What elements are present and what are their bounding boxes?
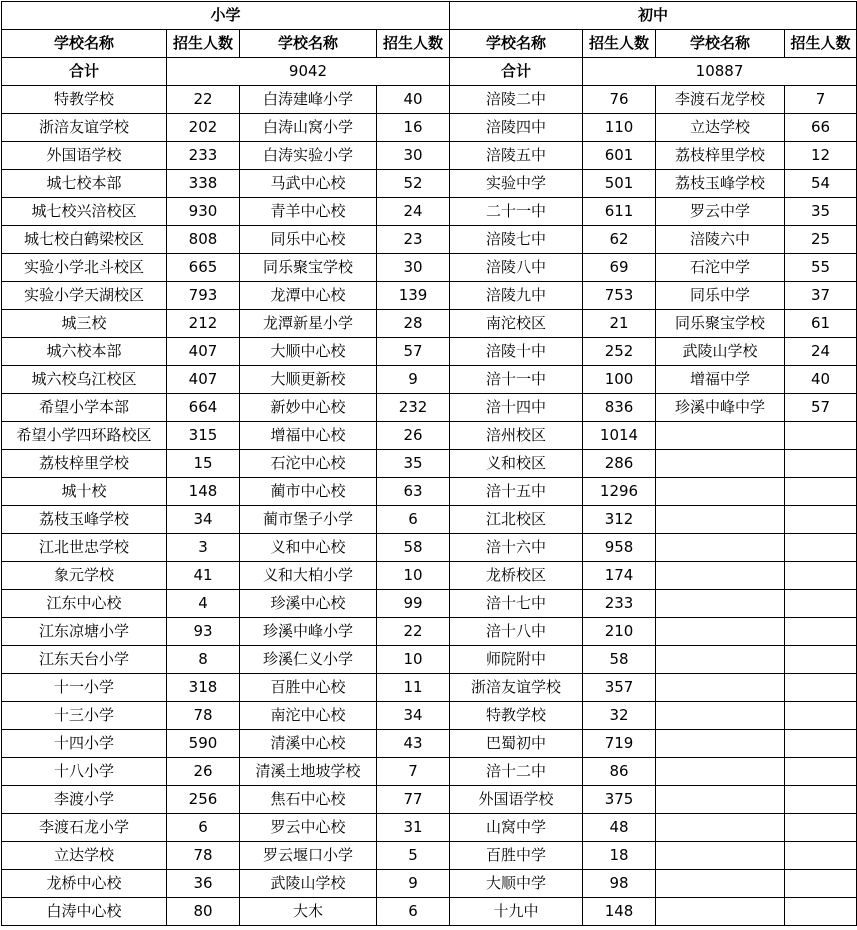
cell-school-name: [656, 590, 785, 618]
cell-enrollment: 9: [377, 366, 450, 394]
cell-enrollment: [785, 590, 857, 618]
cell-enrollment: 233: [167, 142, 240, 170]
table-row: [2, 114, 857, 142]
cell-school-name: 罗云堰口小学: [240, 842, 377, 870]
cell-enrollment: 233: [583, 590, 656, 618]
cell-enrollment: 7: [785, 86, 857, 114]
cell-enrollment: 78: [167, 842, 240, 870]
cell-school-name: 涪陵五中: [450, 142, 583, 170]
cell-enrollment: 58: [583, 646, 656, 674]
table-row: [2, 590, 857, 618]
cell-enrollment: [785, 646, 857, 674]
cell-school-name: 清溪土地坡学校: [240, 758, 377, 786]
cell-school-name: 江北校区: [450, 506, 583, 534]
cell-school-name: 二十一中: [450, 198, 583, 226]
totals-row: [2, 58, 857, 86]
cell-school-name: [656, 478, 785, 506]
cell-school-name: 外国语学校: [450, 786, 583, 814]
cell-enrollment: 318: [167, 674, 240, 702]
table-row: [2, 478, 857, 506]
cell-school-name: 十四小学: [2, 730, 167, 758]
totals-label-primary: 合计: [2, 58, 167, 86]
cell-school-name: 江东凉塘小学: [2, 618, 167, 646]
cell-school-name: 荔枝玉峰学校: [2, 506, 167, 534]
cell-enrollment: 110: [583, 114, 656, 142]
cell-enrollment: 34: [167, 506, 240, 534]
cell-enrollment: 4: [167, 590, 240, 618]
header-enrollment: 招生人数: [377, 30, 450, 58]
cell-school-name: 城六校本部: [2, 338, 167, 366]
cell-enrollment: 286: [583, 450, 656, 478]
cell-school-name: 珍溪仁义小学: [240, 646, 377, 674]
cell-enrollment: 8: [167, 646, 240, 674]
cell-school-name: 立达学校: [2, 842, 167, 870]
cell-school-name: 城三校: [2, 310, 167, 338]
cell-enrollment: 41: [167, 562, 240, 590]
cell-enrollment: [785, 562, 857, 590]
table-row: [2, 142, 857, 170]
cell-enrollment: 61: [785, 310, 857, 338]
cell-enrollment: 6: [167, 814, 240, 842]
cell-school-name: 立达学校: [656, 114, 785, 142]
cell-enrollment: 664: [167, 394, 240, 422]
section-primary: 小学: [2, 2, 450, 30]
cell-school-name: 武陵山学校: [656, 338, 785, 366]
cell-school-name: 武陵山学校: [240, 870, 377, 898]
cell-enrollment: 6: [377, 898, 450, 926]
table-row: [2, 534, 857, 562]
cell-school-name: [656, 646, 785, 674]
table-row: [2, 898, 857, 926]
cell-school-name: 涪陵六中: [656, 226, 785, 254]
cell-school-name: 白涛中心校: [2, 898, 167, 926]
junior-total: 10887: [583, 58, 857, 86]
primary-total: 9042: [167, 58, 450, 86]
cell-enrollment: 63: [377, 478, 450, 506]
cell-school-name: 涪十六中: [450, 534, 583, 562]
table-row: [2, 338, 857, 366]
cell-school-name: 城七校本部: [2, 170, 167, 198]
cell-school-name: [656, 786, 785, 814]
cell-school-name: 石沱中心校: [240, 450, 377, 478]
cell-school-name: 大木: [240, 898, 377, 926]
cell-school-name: 涪陵二中: [450, 86, 583, 114]
cell-enrollment: 375: [583, 786, 656, 814]
header-school-name: 学校名称: [450, 30, 583, 58]
table-row: [2, 394, 857, 422]
table-row: [2, 422, 857, 450]
cell-school-name: [656, 618, 785, 646]
enrollment-table: [1, 1, 857, 926]
header-enrollment: 招生人数: [583, 30, 656, 58]
cell-school-name: [656, 758, 785, 786]
cell-enrollment: 232: [377, 394, 450, 422]
cell-school-name: 特教学校: [2, 86, 167, 114]
cell-enrollment: [785, 730, 857, 758]
cell-enrollment: 77: [377, 786, 450, 814]
cell-enrollment: 54: [785, 170, 857, 198]
cell-school-name: 涪十四中: [450, 394, 583, 422]
table-row: [2, 366, 857, 394]
cell-enrollment: 100: [583, 366, 656, 394]
cell-school-name: [656, 534, 785, 562]
cell-enrollment: 930: [167, 198, 240, 226]
cell-school-name: 龙桥校区: [450, 562, 583, 590]
table-row: [2, 870, 857, 898]
cell-enrollment: 202: [167, 114, 240, 142]
cell-enrollment: [785, 450, 857, 478]
cell-enrollment: [785, 842, 857, 870]
cell-school-name: 象元学校: [2, 562, 167, 590]
cell-school-name: 珍溪中峰中学: [656, 394, 785, 422]
cell-enrollment: 55: [785, 254, 857, 282]
cell-enrollment: [785, 814, 857, 842]
cell-enrollment: [785, 618, 857, 646]
cell-school-name: 龙潭中心校: [240, 282, 377, 310]
table-row: [2, 310, 857, 338]
cell-enrollment: 78: [167, 702, 240, 730]
cell-school-name: 李渡小学: [2, 786, 167, 814]
cell-enrollment: 611: [583, 198, 656, 226]
table-row: [2, 730, 857, 758]
cell-school-name: 青羊中心校: [240, 198, 377, 226]
cell-enrollment: 25: [785, 226, 857, 254]
cell-enrollment: 808: [167, 226, 240, 254]
cell-school-name: 同乐中心校: [240, 226, 377, 254]
cell-enrollment: 99: [377, 590, 450, 618]
cell-enrollment: 10: [377, 646, 450, 674]
cell-school-name: 南沱校区: [450, 310, 583, 338]
cell-school-name: 龙桥中心校: [2, 870, 167, 898]
cell-school-name: 十八小学: [2, 758, 167, 786]
cell-enrollment: 98: [583, 870, 656, 898]
cell-school-name: 浙涪友谊学校: [450, 674, 583, 702]
cell-enrollment: 174: [583, 562, 656, 590]
cell-school-name: 白涛山窝小学: [240, 114, 377, 142]
cell-school-name: 南沱中心校: [240, 702, 377, 730]
cell-school-name: [656, 562, 785, 590]
table-row: [2, 758, 857, 786]
cell-enrollment: 958: [583, 534, 656, 562]
table-row: [2, 702, 857, 730]
cell-enrollment: 5: [377, 842, 450, 870]
cell-school-name: 涪陵八中: [450, 254, 583, 282]
cell-school-name: 希望小学本部: [2, 394, 167, 422]
cell-enrollment: 601: [583, 142, 656, 170]
cell-enrollment: 12: [785, 142, 857, 170]
cell-enrollment: 37: [785, 282, 857, 310]
column-header-row: [2, 30, 857, 58]
section-junior: 初中: [450, 2, 857, 30]
cell-enrollment: 22: [377, 618, 450, 646]
cell-enrollment: 26: [167, 758, 240, 786]
cell-school-name: 义和校区: [450, 450, 583, 478]
cell-school-name: [656, 674, 785, 702]
table-row: [2, 814, 857, 842]
cell-enrollment: 148: [167, 478, 240, 506]
cell-enrollment: 23: [377, 226, 450, 254]
cell-school-name: 同乐聚宝学校: [240, 254, 377, 282]
cell-enrollment: 18: [583, 842, 656, 870]
cell-school-name: 江北世忠学校: [2, 534, 167, 562]
cell-school-name: [656, 422, 785, 450]
cell-school-name: 涪陵四中: [450, 114, 583, 142]
cell-enrollment: 753: [583, 282, 656, 310]
cell-school-name: [656, 730, 785, 758]
cell-school-name: 实验小学北斗校区: [2, 254, 167, 282]
cell-enrollment: 36: [167, 870, 240, 898]
table-row: [2, 170, 857, 198]
cell-enrollment: 256: [167, 786, 240, 814]
cell-enrollment: 52: [377, 170, 450, 198]
table-row: [2, 786, 857, 814]
cell-enrollment: 590: [167, 730, 240, 758]
cell-enrollment: 6: [377, 506, 450, 534]
cell-school-name: 石沱中学: [656, 254, 785, 282]
cell-school-name: [656, 702, 785, 730]
cell-school-name: 义和中心校: [240, 534, 377, 562]
cell-enrollment: [785, 702, 857, 730]
cell-school-name: 浙涪友谊学校: [2, 114, 167, 142]
header-enrollment: 招生人数: [167, 30, 240, 58]
cell-enrollment: 11: [377, 674, 450, 702]
cell-enrollment: [785, 674, 857, 702]
header-school-name: 学校名称: [240, 30, 377, 58]
cell-school-name: 白涛实验小学: [240, 142, 377, 170]
cell-school-name: 江东中心校: [2, 590, 167, 618]
cell-school-name: 实验小学天湖校区: [2, 282, 167, 310]
cell-school-name: 白涛建峰小学: [240, 86, 377, 114]
table-body: [2, 86, 857, 926]
cell-school-name: 珍溪中峰小学: [240, 618, 377, 646]
cell-enrollment: [785, 898, 857, 926]
table-row: [2, 674, 857, 702]
cell-school-name: [656, 506, 785, 534]
cell-enrollment: 26: [377, 422, 450, 450]
cell-school-name: [656, 870, 785, 898]
cell-enrollment: 315: [167, 422, 240, 450]
cell-school-name: 巴蜀初中: [450, 730, 583, 758]
cell-school-name: 龙潭新星小学: [240, 310, 377, 338]
cell-enrollment: 28: [377, 310, 450, 338]
table-row: [2, 562, 857, 590]
cell-enrollment: 40: [377, 86, 450, 114]
totals-label-junior: 合计: [450, 58, 583, 86]
cell-school-name: 希望小学四环路校区: [2, 422, 167, 450]
cell-enrollment: 58: [377, 534, 450, 562]
cell-school-name: 同乐中学: [656, 282, 785, 310]
cell-enrollment: 40: [785, 366, 857, 394]
cell-enrollment: 35: [377, 450, 450, 478]
cell-school-name: 荔枝玉峰学校: [656, 170, 785, 198]
cell-enrollment: 22: [167, 86, 240, 114]
cell-enrollment: 407: [167, 366, 240, 394]
cell-enrollment: 34: [377, 702, 450, 730]
cell-school-name: 新妙中心校: [240, 394, 377, 422]
cell-enrollment: 210: [583, 618, 656, 646]
cell-enrollment: 719: [583, 730, 656, 758]
cell-enrollment: 7: [377, 758, 450, 786]
cell-enrollment: 62: [583, 226, 656, 254]
cell-enrollment: [785, 870, 857, 898]
cell-school-name: 李渡石龙学校: [656, 86, 785, 114]
cell-school-name: 同乐聚宝学校: [656, 310, 785, 338]
cell-enrollment: [785, 506, 857, 534]
table-row: [2, 282, 857, 310]
cell-enrollment: 9: [377, 870, 450, 898]
cell-enrollment: 30: [377, 254, 450, 282]
cell-enrollment: [785, 422, 857, 450]
cell-school-name: [656, 450, 785, 478]
table-row: [2, 226, 857, 254]
table-row: [2, 842, 857, 870]
cell-school-name: 城七校白鹤梁校区: [2, 226, 167, 254]
cell-enrollment: 69: [583, 254, 656, 282]
cell-school-name: 罗云中学: [656, 198, 785, 226]
cell-enrollment: 35: [785, 198, 857, 226]
cell-enrollment: 32: [583, 702, 656, 730]
cell-school-name: 蔺市中心校: [240, 478, 377, 506]
cell-school-name: 城六校乌江校区: [2, 366, 167, 394]
cell-school-name: 增福中心校: [240, 422, 377, 450]
cell-school-name: 城七校兴涪校区: [2, 198, 167, 226]
section-header-row: [2, 2, 857, 30]
cell-enrollment: 3: [167, 534, 240, 562]
cell-school-name: 山窝中学: [450, 814, 583, 842]
header-school-name: 学校名称: [656, 30, 785, 58]
cell-school-name: 荔枝梓里学校: [656, 142, 785, 170]
table-row: [2, 86, 857, 114]
cell-school-name: [656, 842, 785, 870]
cell-enrollment: 15: [167, 450, 240, 478]
table-row: [2, 254, 857, 282]
cell-school-name: 涪十五中: [450, 478, 583, 506]
cell-school-name: 大顺中学: [450, 870, 583, 898]
cell-school-name: 义和大柏小学: [240, 562, 377, 590]
cell-school-name: 珍溪中心校: [240, 590, 377, 618]
cell-enrollment: 665: [167, 254, 240, 282]
table-row: [2, 618, 857, 646]
cell-enrollment: 43: [377, 730, 450, 758]
cell-enrollment: 16: [377, 114, 450, 142]
cell-school-name: 涪陵十中: [450, 338, 583, 366]
cell-enrollment: 24: [785, 338, 857, 366]
cell-enrollment: 66: [785, 114, 857, 142]
cell-enrollment: 793: [167, 282, 240, 310]
cell-school-name: 罗云中心校: [240, 814, 377, 842]
cell-school-name: 涪十一中: [450, 366, 583, 394]
cell-school-name: 特教学校: [450, 702, 583, 730]
cell-enrollment: [785, 534, 857, 562]
header-school-name: 学校名称: [2, 30, 167, 58]
cell-enrollment: 86: [583, 758, 656, 786]
cell-school-name: 马武中心校: [240, 170, 377, 198]
cell-enrollment: 312: [583, 506, 656, 534]
cell-enrollment: 76: [583, 86, 656, 114]
cell-school-name: 十三小学: [2, 702, 167, 730]
cell-enrollment: 338: [167, 170, 240, 198]
cell-school-name: 城十校: [2, 478, 167, 506]
table-row: [2, 646, 857, 674]
cell-enrollment: 252: [583, 338, 656, 366]
cell-enrollment: 212: [167, 310, 240, 338]
cell-school-name: 李渡石龙小学: [2, 814, 167, 842]
cell-enrollment: 57: [785, 394, 857, 422]
cell-school-name: [656, 814, 785, 842]
cell-school-name: 大顺更新校: [240, 366, 377, 394]
cell-school-name: 江东天台小学: [2, 646, 167, 674]
cell-school-name: 师院附中: [450, 646, 583, 674]
cell-school-name: 涪十七中: [450, 590, 583, 618]
cell-enrollment: 148: [583, 898, 656, 926]
cell-school-name: 涪十八中: [450, 618, 583, 646]
cell-school-name: 大顺中心校: [240, 338, 377, 366]
cell-enrollment: 1014: [583, 422, 656, 450]
cell-school-name: 十九中: [450, 898, 583, 926]
cell-enrollment: 80: [167, 898, 240, 926]
cell-school-name: 涪十二中: [450, 758, 583, 786]
cell-enrollment: 31: [377, 814, 450, 842]
cell-enrollment: 57: [377, 338, 450, 366]
cell-school-name: 实验中学: [450, 170, 583, 198]
cell-school-name: 百胜中心校: [240, 674, 377, 702]
cell-enrollment: 30: [377, 142, 450, 170]
header-enrollment: 招生人数: [785, 30, 857, 58]
cell-enrollment: 836: [583, 394, 656, 422]
table-row: [2, 198, 857, 226]
cell-enrollment: 48: [583, 814, 656, 842]
cell-enrollment: 357: [583, 674, 656, 702]
cell-school-name: 增福中学: [656, 366, 785, 394]
cell-school-name: [656, 898, 785, 926]
cell-school-name: 百胜中学: [450, 842, 583, 870]
cell-school-name: 外国语学校: [2, 142, 167, 170]
cell-enrollment: 24: [377, 198, 450, 226]
cell-enrollment: 139: [377, 282, 450, 310]
table-row: [2, 450, 857, 478]
cell-school-name: 荔枝梓里学校: [2, 450, 167, 478]
cell-school-name: 十一小学: [2, 674, 167, 702]
cell-enrollment: 501: [583, 170, 656, 198]
cell-school-name: 涪陵七中: [450, 226, 583, 254]
cell-enrollment: [785, 478, 857, 506]
cell-enrollment: 21: [583, 310, 656, 338]
cell-enrollment: 1296: [583, 478, 656, 506]
cell-enrollment: 407: [167, 338, 240, 366]
cell-school-name: 蔺市堡子小学: [240, 506, 377, 534]
cell-enrollment: [785, 786, 857, 814]
cell-school-name: 焦石中心校: [240, 786, 377, 814]
cell-enrollment: 10: [377, 562, 450, 590]
cell-enrollment: 93: [167, 618, 240, 646]
table-row: [2, 506, 857, 534]
cell-school-name: 涪陵九中: [450, 282, 583, 310]
cell-school-name: 清溪中心校: [240, 730, 377, 758]
cell-school-name: 涪州校区: [450, 422, 583, 450]
cell-enrollment: [785, 758, 857, 786]
